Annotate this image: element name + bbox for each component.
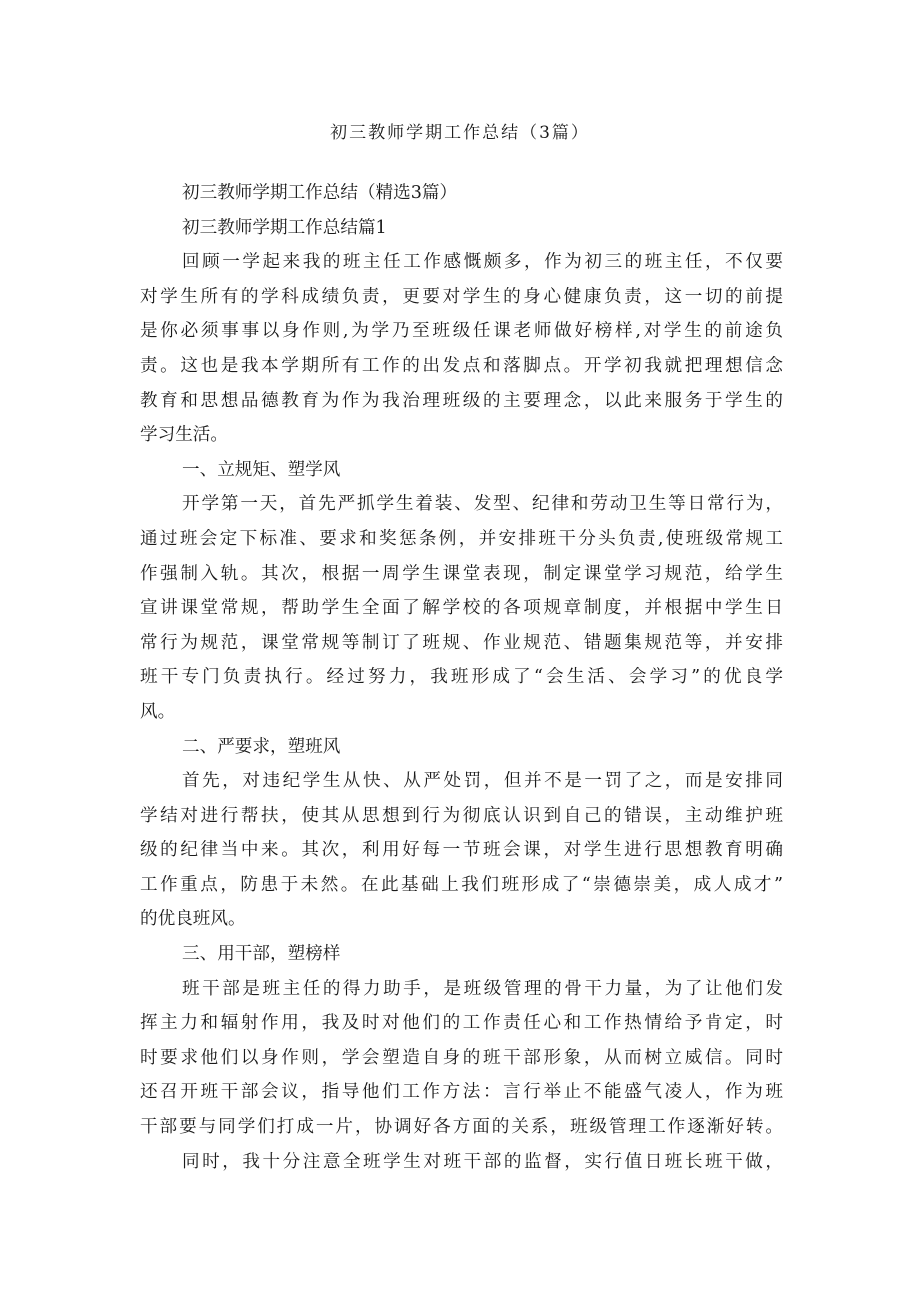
text-line: 通过班会定下标准、要求和奖惩条例，并安排班干分头负责,使班级常规工 [140, 528, 783, 549]
text-line: 是你必须事事以身作则,为学乃至班级任课老师做好榜样,对学生的前途负 [140, 321, 783, 342]
text-line: 首先，对违纪学生从快、从严处罚，但并不是一罚了之，而是安排同 [182, 771, 783, 792]
subtitle: 初三教师学期工作总结（精选3篇） [182, 183, 458, 203]
text-line: 作强制入轨。其次，根据一周学生课堂表现，制定课堂学习规范，给学生 [140, 563, 783, 584]
section-heading: 三、用干部，塑榜样 [182, 944, 341, 965]
text-line: 学结对进行帮扶，使其从思想到行为彻底认识到自己的错误，主动维护班 [140, 805, 783, 826]
text-line: 宣讲课堂常规，帮助学生全面了解学校的各项规章制度，并根据中学生日 [140, 598, 783, 619]
text-line: 干部要与同学们打成一片，协调好各方面的关系，班级管理工作逐渐好转。 [140, 1117, 783, 1138]
text-line: 工作重点，防患于未然。在此基础上我们班形成了“崇德崇美，成人成才” [140, 874, 783, 895]
text-line: 风。 [140, 701, 176, 722]
text-line: 学习生活。 [140, 425, 228, 446]
text-line: 班干部是班主任的得力助手，是班级管理的骨干力量，为了让他们发 [182, 978, 783, 999]
text-line: 时要求他们以身作则，学会塑造自身的班干部形象，从而树立威信。同时 [140, 1047, 783, 1068]
text-line: 责。这也是我本学期所有工作的出发点和落脚点。开学初我就把理想信念 [140, 355, 783, 376]
section-heading: 一、立规矩、塑学风 [182, 459, 341, 480]
text-line: 还召开班干部会议，指导他们工作方法：言行举止不能盛气凌人，作为班 [140, 1082, 783, 1103]
text-line: 常行为规范，课堂常规等制订了班规、作业规范、错题集规范等，并安排 [140, 632, 783, 653]
section-heading: 初三教师学期工作总结篇1 [182, 217, 387, 238]
document-title: 初三教师学期工作总结（3篇） [330, 123, 590, 143]
document-body [140, 176, 783, 1179]
section-heading: 二、严要求，塑班风 [182, 736, 341, 757]
text-line: 对学生所有的学科成绩负责，更要对学生的身心健康负责，这一切的前提 [140, 286, 783, 307]
text-line: 级的纪律当中来。其次，利用好每一节班会课，对学生进行思想教育明确 [140, 840, 783, 861]
text-line: 回顾一学起来我的班主任工作感慨颇多，作为初三的班主任，不仅要 [182, 252, 783, 273]
text-line: 的优良班风。 [140, 909, 246, 930]
text-line: 班干专门负责执行。经过努力，我班形成了“会生活、会学习”的优良学 [140, 667, 783, 688]
text-line: 教育和思想品德教育为作为我治理班级的主要理念，以此来服务于学生的 [140, 390, 783, 411]
text-line: 同时，我十分注意全班学生对班干部的监督，实行值日班长班干做， [182, 1151, 783, 1172]
text-line: 挥主力和辐射作用，我及时对他们的工作责任心和工作热情给予肯定，时 [140, 1013, 783, 1034]
text-line: 开学第一天，首先严抓学生着装、发型、纪律和劳动卫生等日常行为， [182, 494, 783, 515]
